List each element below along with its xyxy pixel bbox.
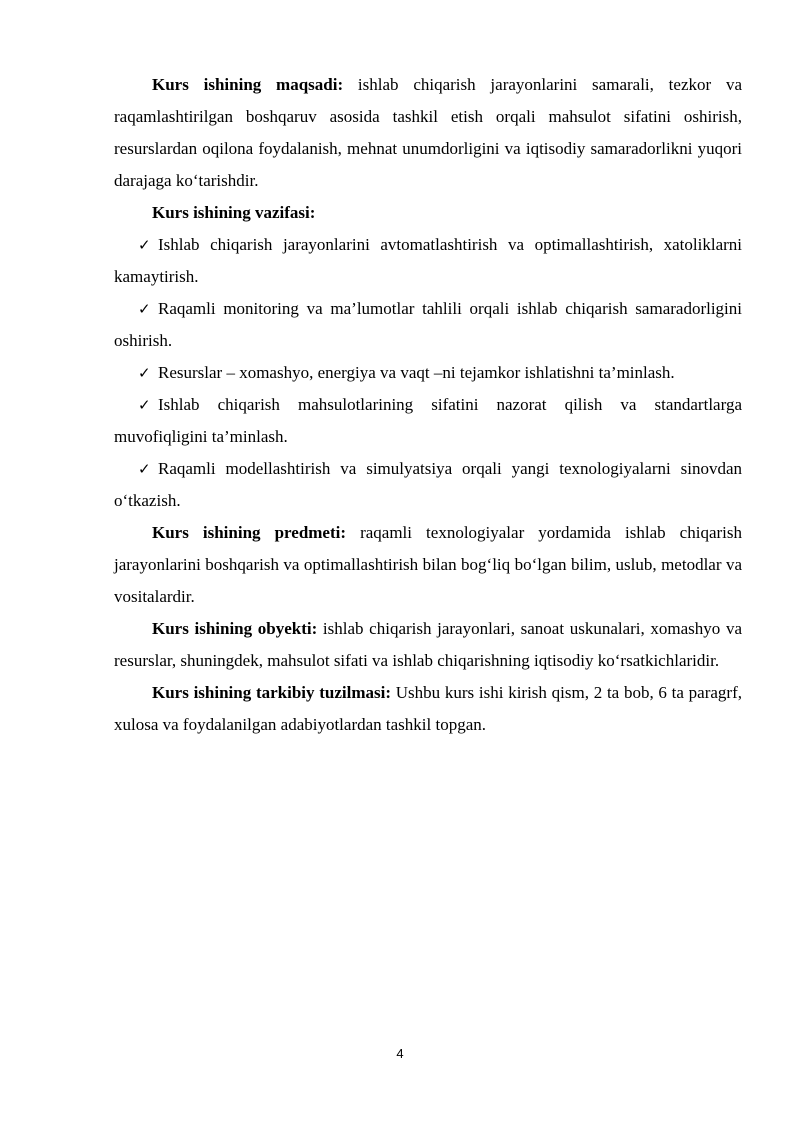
subject-text: raqamli texnologiyalar yordamida ishlab chiqarish jarayonlarini boshqarish va optimallashtirish bilan bog‘liq bo‘lgan bilim, uslub, metodlar va vositalardir. <box>114 523 742 606</box>
check-icon: ✓ <box>138 460 151 478</box>
page-number: 4 <box>396 1046 404 1061</box>
structure-text: Ushbu kurs ishi kirish qism, 2 ta bob, 6 ta paragrf, xulosa va foydalanilgan adabiyotlardan tashkil topgan. <box>114 683 742 734</box>
subject-paragraph <box>114 517 742 613</box>
check-icon: ✓ <box>138 364 151 382</box>
subject-label: Kurs ishining predmeti: <box>152 523 347 542</box>
object-label: Kurs ishining obyekti: <box>152 619 318 638</box>
task-text-1: Ishlab chiqarish jarayonlarini avtomatlashtirish va optimallashtirish, xatoliklarni kamaytirish. <box>114 235 742 286</box>
task-item-2 <box>114 293 742 357</box>
task-text-4: Ishlab chiqarish mahsulotlarining sifatini nazorat qilish va standartlarga muvofiqligini ta’minlash. <box>114 395 742 446</box>
task-item-5 <box>114 453 742 517</box>
object-paragraph <box>114 613 742 677</box>
task-item-1 <box>114 229 742 293</box>
goal-paragraph <box>114 69 742 197</box>
check-icon: ✓ <box>138 396 151 414</box>
task-text-2: Raqamli monitoring va ma’lumotlar tahlili orqali ishlab chiqarish samaradorligini oshirish. <box>114 299 742 350</box>
structure-label: Kurs ishining tarkibiy tuzilmasi: <box>152 683 392 702</box>
tasks-heading <box>114 197 742 229</box>
goal-label: Kurs ishining maqsadi: <box>152 75 344 94</box>
goal-text: ishlab chiqarish jarayonlarini samarali, tezkor va raqamlashtirilgan boshqaruv asosida tashkil etish orqali mahsulot sifatini oshirish, resurslardan oqilona foydalanish, mehnat unumdorligini va iqtisodiy samaradorlikni yuqori darajaga ko‘tarishdir. <box>114 75 742 190</box>
task-text-3: Resurslar – xomashyo, energiya va vaqt –ni tejamkor ishlatishni ta’minlash. <box>158 363 675 382</box>
tasks-label: Kurs ishining vazifasi: <box>152 203 316 222</box>
object-text: ishlab chiqarish jarayonlari, sanoat uskunalari, xomashyo va resurslar, shuningdek, mahsulot sifati va ishlab chiqarishning iqtisodiy ko‘rsatkichlaridir. <box>114 619 742 670</box>
structure-paragraph <box>114 677 742 741</box>
check-icon: ✓ <box>138 236 151 254</box>
task-item-4 <box>114 389 742 453</box>
check-icon: ✓ <box>138 300 151 318</box>
task-item-3 <box>114 357 742 389</box>
task-text-5: Raqamli modellashtirish va simulyatsiya orqali yangi texnologiyalarni sinovdan o‘tkazish. <box>114 459 742 510</box>
document-page <box>114 69 742 741</box>
